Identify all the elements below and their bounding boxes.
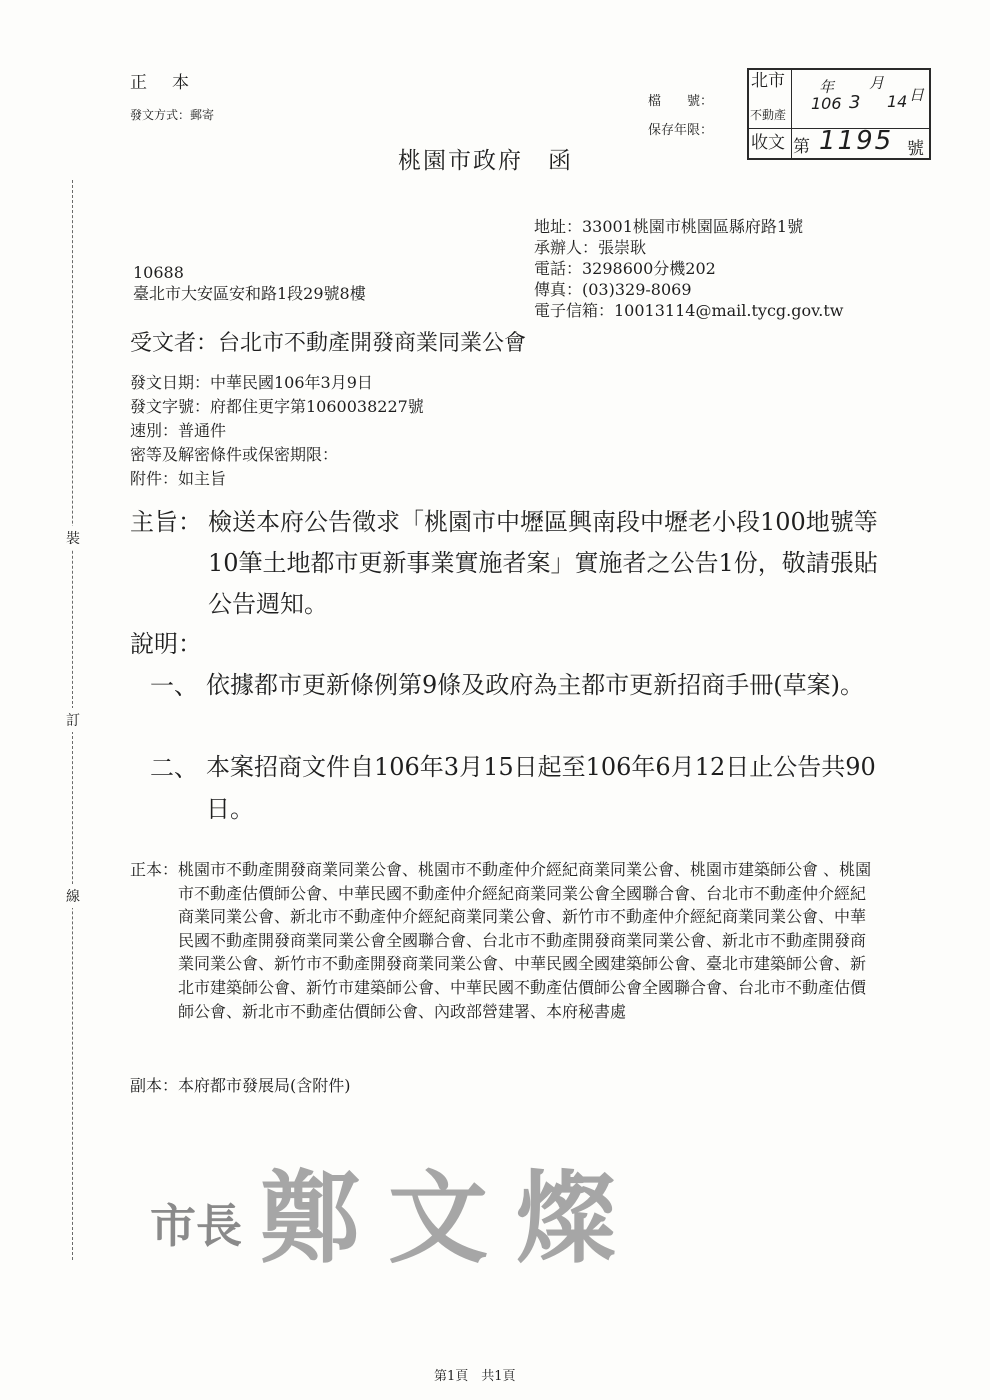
stamp-day: 14 (887, 92, 908, 111)
page-number: 第1頁 共1頁 (434, 1369, 516, 1384)
stamp-org-line2: 不動產 (750, 108, 787, 122)
explanation-item-1-text: 依據都市更新條例第9條及政府為主都市更新招商手冊(草案)。 (206, 671, 864, 699)
stamp-year-label: 年 (819, 78, 835, 96)
mayor-signature: 鄭文燦 (260, 1159, 644, 1277)
carbon-copy-label: 副本： (130, 1076, 179, 1095)
subject-label: 主旨： (130, 508, 202, 536)
margin-mark-bind: 裝 (66, 526, 80, 550)
receipt-stamp (747, 68, 931, 160)
main-copy-label: 正本： (130, 860, 179, 879)
attachment-line: 附件：如主旨 (130, 469, 227, 488)
sender-handler: 承辦人：張崇耿 (534, 238, 647, 257)
stamp-month-label: 月 (869, 74, 885, 92)
stamp-day-label: 日 (909, 86, 925, 104)
sender-email: 電子信箱：10013114@mail.tycg.gov.tw (534, 301, 844, 320)
recipient-line: 受文者：台北市不動產開發商業同業公會 (130, 331, 527, 356)
sender-address: 地址：33001桃園市桃園區縣府路1號 (534, 217, 804, 236)
retention-label: 保存年限： (648, 123, 714, 138)
sender-fax: 傳真：(03)329-8069 (534, 280, 692, 299)
recipient-postal-code: 10688 (133, 263, 184, 282)
stamp-no-value: 1195 (819, 126, 894, 156)
explanation-label: 說明： (130, 630, 202, 658)
document-title: 桃園市政府 函 (398, 148, 573, 174)
stamp-no-suffix: 號 (907, 139, 924, 159)
main-copy-recipients: 桃園市不動產開發商業同業公會、桃園市不動產仲介經紀商業同業公會、桃園市建築師公會 、桃園市不動產估價師公會、中華民國不動產仲介經紀商業同業公會全國聯合會、台北市不動產仲介經紀商業同業公會、新北市不動產仲介經紀商業同業公會、新竹市不動產仲介經紀商業同業公會、中華民國不動產開發商業同業公會全國聯合會、台北市不動產開發商業同業公會、新北市不動產開發商業同業公會、新竹市不動產開發商業同業公會、中華民國全國建築師公會、臺北市建築師公會、新北市建築師公會、新竹市建築師公會、中華民國不動產估價師公會全國聯合會、台北市不動產估價師公會、新北市不動產估價師公會、內政部營建署、本府秘書處 (178, 860, 872, 1021)
stamp-month: 3 (849, 92, 861, 113)
delivery-speed: 速別：普通件 (130, 421, 227, 440)
sender-phone: 電話：3298600分機202 (534, 259, 716, 278)
issue-date: 發文日期：中華民國106年3月9日 (130, 373, 373, 392)
stamp-org-line3: 收文 (751, 133, 785, 153)
document-number: 發文字號：府都住更字第1060038227號 (130, 397, 424, 416)
explanation-item-1-num: 一、 (150, 672, 198, 700)
stamp-org-line1: 北市 (751, 71, 785, 91)
subject-text: 檢送本府公告徵求「桃園市中壢區興南段中壢老小段100地號等10筆土地都市更新事業實施者案」實施者之公告1份，敬請張貼公告週知。 (208, 508, 878, 618)
recipient-address: 臺北市大安區安和路1段29號8樓 (133, 284, 366, 303)
file-no-label: 檔 號： (648, 94, 714, 109)
stamp-year: 106 (811, 94, 842, 113)
carbon-copy-recipients: 本府都市發展局(含附件) (178, 1076, 351, 1095)
mayor-title: 市長 (150, 1199, 242, 1253)
margin-mark-staple: 訂 (66, 708, 80, 732)
secrecy-level: 密等及解密條件或保密期限： (130, 445, 339, 464)
delivery-method: 發文方式：郵寄 (130, 108, 215, 122)
copy-type: 正 本 (130, 73, 193, 93)
explanation-item-2-num: 二、 (150, 754, 198, 782)
margin-mark-line: 線 (66, 884, 80, 908)
explanation-item-2-text: 本案招商文件自106年3月15日起至106年6月12日止公告共90日。 (206, 753, 876, 823)
stamp-no-prefix: 第 (793, 137, 810, 157)
